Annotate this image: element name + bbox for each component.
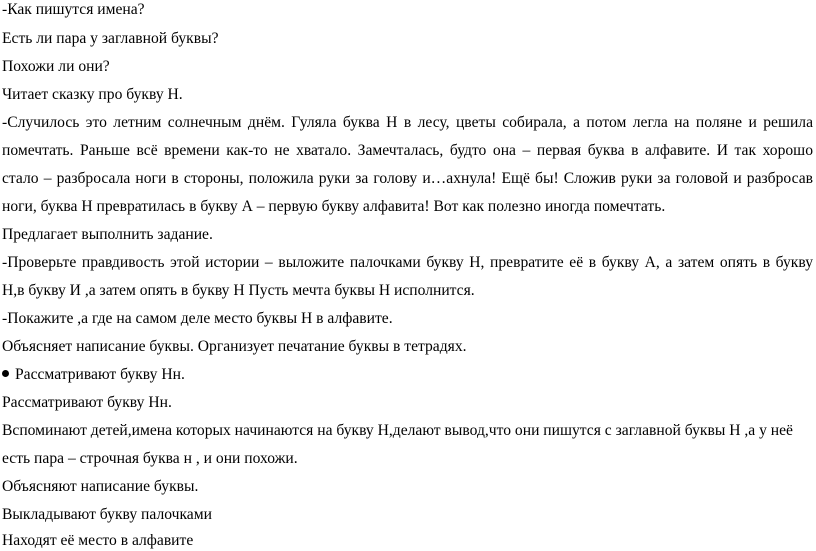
text-line: Объясняет написание буквы. Организует печатание буквы в тетрадях. (2, 338, 467, 355)
text-line: -Как пишутся имена? (2, 1, 145, 18)
bullet-item (2, 365, 185, 385)
text-line: Н,в букву И ,а затем опять в букву Н Пусть мечта буквы Н исполнится. (2, 282, 475, 299)
text-line: Рассматривают букву Нн. (2, 394, 172, 411)
text-line: -Покажите ,а где на самом деле место буквы Н в алфавите. (2, 310, 393, 327)
text-line: помечтать. Раньше всё времени как-то не хватало. Замечталась, будто она – первая буква в алфавите. И так хорошо (2, 142, 813, 159)
text-line: Выкладывают букву палочками (2, 506, 212, 523)
text-line: Похожи ли они? (2, 58, 110, 75)
text-line: Вспоминают детей,имена которых начинаются на букву Н,делают вывод,что они пишутся с заглавной буквы Н ,а у неё (2, 422, 793, 439)
bullet-icon (2, 370, 9, 377)
bullet-item-text: Рассматривают букву Нн. (15, 366, 185, 383)
text-line: есть пара – строчная буква н , и они похожи. (2, 450, 298, 467)
text-line: Есть ли пара у заглавной буквы? (2, 30, 219, 47)
text-line: Объясняют написание буквы. (2, 478, 199, 495)
text-line: Находят её место в алфавите (2, 532, 194, 549)
text-line: стало – разбросала ноги в стороны, положила руки за голову и…ахнула! Ещё бы! Сложив руки за головой и разбросав (2, 170, 813, 187)
text-line: ноги, буква Н превратилась в букву А – первую букву алфавита! Вот как полезно иногда помечтать. (2, 198, 666, 215)
text-line: Предлагает выполнить задание. (2, 226, 213, 243)
text-line: -Случилось это летним солнечным днём. Гуляла буква Н в лесу, цветы собирала, а потом легла на поляне и решила (2, 114, 813, 131)
text-line: -Проверьте правдивость этой истории – выложите палочками букву Н, превратите её в букву А, а затем опять в букву (2, 254, 813, 271)
text-line: Читает сказку про букву Н. (2, 86, 183, 103)
